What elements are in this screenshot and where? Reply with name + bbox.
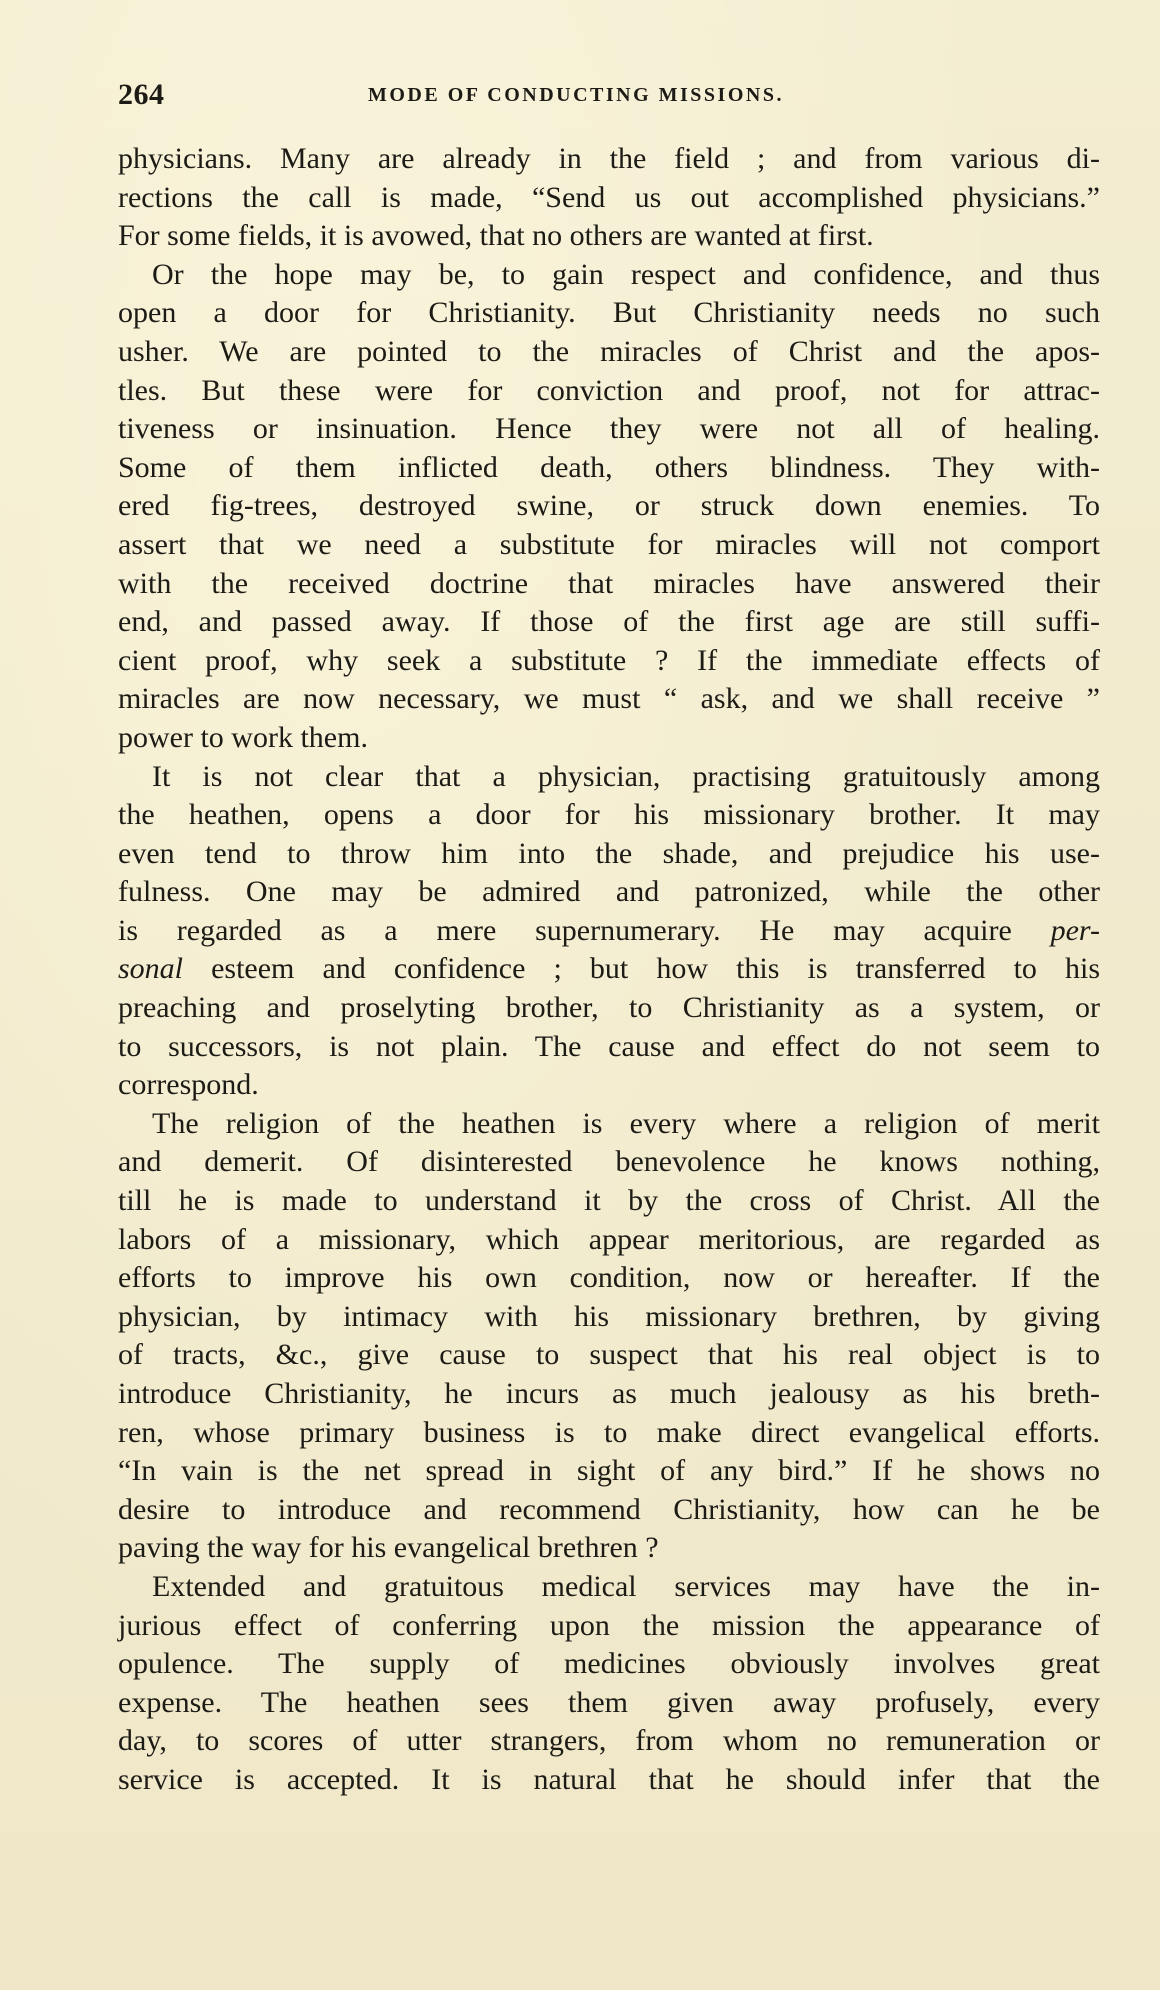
text-line: assert that we need a substitute for miracles will not comport — [118, 527, 1100, 561]
text-line: paving the way for his evangelical brethren ? — [118, 1531, 659, 1565]
line-segment: is regarded as a mere supernumerary. He may acquire — [118, 913, 1051, 947]
line-segment-italic: per- — [1050, 913, 1100, 947]
text-line: miracles are now necessary, we must “ ask, and we shall receive ” — [118, 682, 1100, 716]
text-line: end, and passed away. If those of the first age are still suffi- — [118, 605, 1100, 639]
text-line: physician, by intimacy with his missionary brethren, by giving — [118, 1299, 1100, 1333]
text-line — [118, 950, 1100, 989]
text-line: “In vain is the net spread in sight of any bird.” If he shows no — [118, 1454, 1100, 1488]
text-line: opulence. The supply of medicines obviously involves great — [118, 1647, 1100, 1681]
text-line — [118, 912, 1100, 951]
line-segment-italic: sonal — [118, 952, 184, 986]
text-line: tiveness or insinuation. Hence they were not all of healing. — [118, 412, 1100, 446]
line-segment: esteem and confidence ; but how this is transferred to his — [183, 952, 1100, 986]
text-line: with the received doctrine that miracles have answered their — [118, 566, 1100, 600]
text-line: For some fields, it is avowed, that no others are wanted at first. — [118, 219, 874, 253]
text-line: of tracts, &c., give cause to suspect that his real object is to — [118, 1338, 1100, 1372]
text-line: preaching and proselyting brother, to Christianity as a system, or — [118, 991, 1100, 1025]
text-line: even tend to throw him into the shade, and prejudice his use- — [118, 836, 1100, 870]
text-line: rections the call is made, “Send us out accomplished physicians.” — [118, 180, 1100, 214]
text-line: efforts to improve his own condition, now or hereafter. If the — [118, 1261, 1100, 1295]
text-line: tles. But these were for conviction and proof, not for attrac- — [118, 373, 1100, 407]
text-line: labors of a missionary, which appear meritorious, are regarded as — [118, 1222, 1100, 1256]
text-line: the heathen, opens a door for his missionary brother. It may — [118, 798, 1100, 832]
text-line: power to work them. — [118, 720, 368, 754]
text-line: jurious effect of conferring upon the mission the appearance of — [118, 1608, 1100, 1642]
text-line: Or the hope may be, to gain respect and confidence, and thus — [152, 257, 1100, 291]
text-line: desire to introduce and recommend Christianity, how can he be — [118, 1492, 1100, 1526]
text-line: The religion of the heathen is every where a religion of merit — [152, 1106, 1100, 1140]
text-line: expense. The heathen sees them given away profusely, every — [118, 1685, 1100, 1719]
text-line: and demerit. Of disinterested benevolence he knows nothing, — [118, 1145, 1100, 1179]
page-header — [118, 78, 1100, 118]
text-line: introduce Christianity, he incurs as much jealousy as his breth- — [118, 1377, 1100, 1410]
text-line: Extended and gratuitous medical services may have the in- — [152, 1569, 1100, 1603]
text-line: usher. We are pointed to the miracles of Christ and the apos- — [118, 334, 1100, 368]
page-number: 264 — [118, 78, 165, 111]
text-line: correspond. — [118, 1068, 259, 1102]
text-line: to successors, is not plain. The cause and effect do not seem to — [118, 1029, 1100, 1063]
text-line: till he is made to understand it by the cross of Christ. All the — [118, 1184, 1100, 1218]
text-line: physicians. Many are already in the field ; and from various di- — [118, 142, 1100, 175]
text-line: open a door for Christianity. But Christianity needs no such — [118, 296, 1100, 330]
text-line: cient proof, why seek a substitute ? If the immediate effects of — [118, 643, 1100, 677]
text-line: service is accepted. It is natural that he should infer that the — [118, 1762, 1100, 1796]
text-line: fulness. One may be admired and patronized, while the other — [118, 875, 1100, 909]
text-line: Some of them inflicted death, others blindness. They with- — [118, 450, 1100, 484]
text-line: ered fig-trees, destroyed swine, or struck down enemies. To — [118, 489, 1100, 523]
text-line: day, to scores of utter strangers, from whom no remuneration or — [118, 1724, 1100, 1758]
text-line: ren, whose primary business is to make direct evangelical efforts. — [118, 1415, 1100, 1449]
body-text — [118, 140, 1100, 1800]
running-title: MODE OF CONDUCTING MISSIONS. — [368, 84, 784, 106]
text-line: It is not clear that a physician, practising gratuitously among — [152, 759, 1100, 793]
